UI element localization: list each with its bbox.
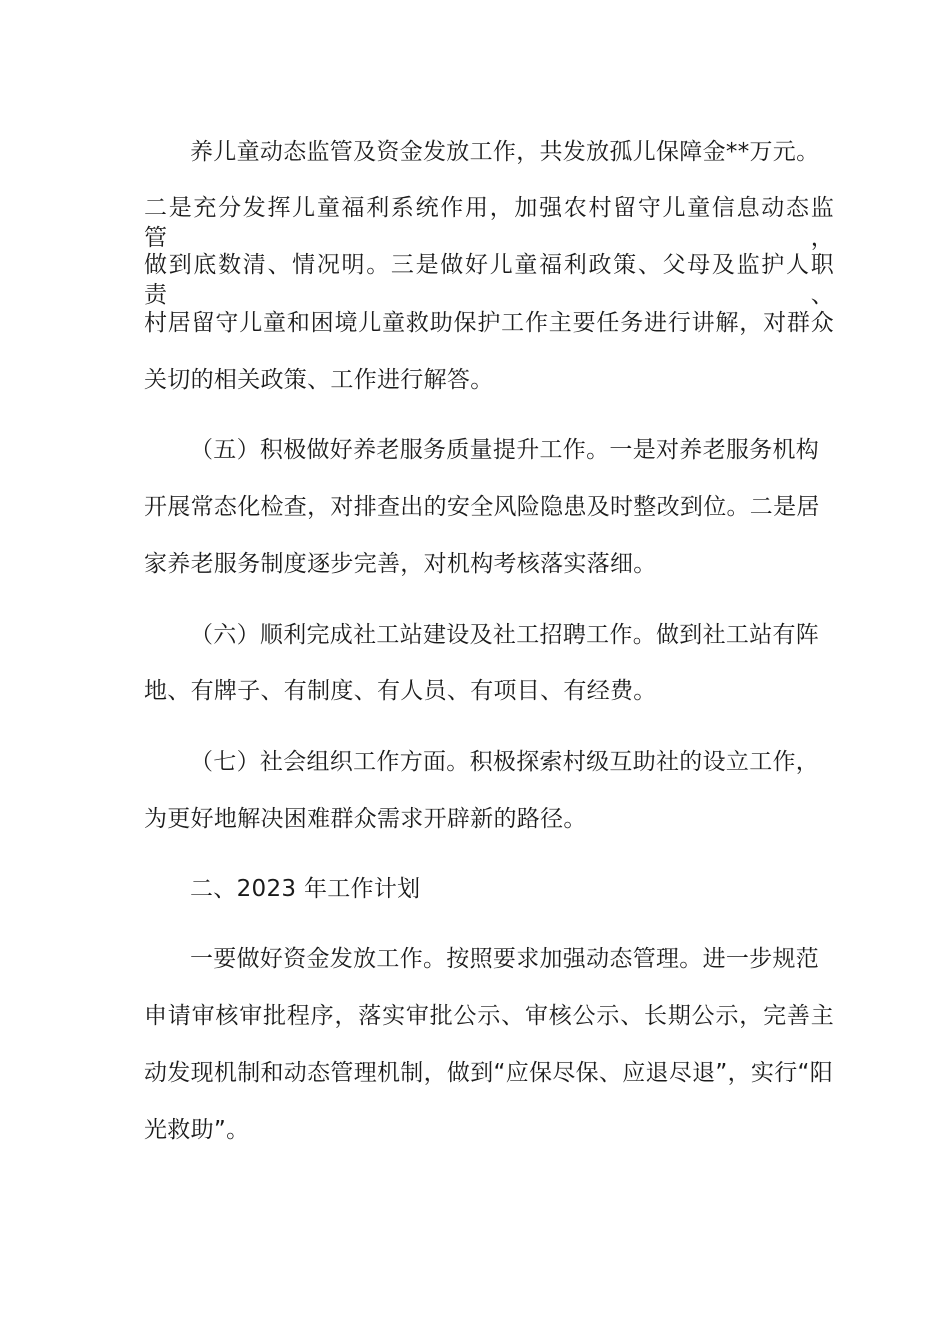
paragraph-line: 村居留守儿童和困境儿童救助保护工作主要任务进行讲解，对群众: [144, 310, 834, 336]
paragraph-line: 养儿童动态监管及资金发放工作，共发放孤儿保障金**万元。: [190, 139, 820, 165]
section-heading: 二、2023 年工作计划: [190, 876, 421, 902]
paragraph-line: 为更好地解决困难群众需求开辟新的路径。: [144, 806, 587, 832]
paragraph-line: 二是充分发挥儿童福利系统作用，加强农村留守儿童信息动态监管，: [144, 195, 834, 251]
paragraph-line: 一要做好资金发放工作。按照要求加强动态管理。进一步规范: [190, 946, 820, 972]
paragraph-line: （七）社会组织工作方面。积极探索村级互助社的设立工作，: [190, 749, 820, 775]
paragraph-line: 关切的相关政策、工作进行解答。: [144, 367, 494, 393]
paragraph-line: 申请审核审批程序，落实审批公示、审核公示、长期公示，完善主: [144, 1003, 834, 1029]
paragraph-line: （六）顺利完成社工站建设及社工招聘工作。做到社工站有阵: [190, 622, 820, 648]
paragraph-line: 地、有牌子、有制度、有人员、有项目、有经费。: [144, 678, 657, 704]
paragraph-line: 家养老服务制度逐步完善，对机构考核落实落细。: [144, 551, 657, 577]
paragraph-line: 动发现机制和动态管理机制，做到“应保尽保、应退尽退”，实行“阳: [144, 1060, 834, 1086]
paragraph-line: （五）积极做好养老服务质量提升工作。一是对养老服务机构: [190, 437, 820, 463]
paragraph-line: 做到底数清、情况明。三是做好儿童福利政策、父母及监护人职责、: [144, 252, 834, 308]
paragraph-line: 开展常态化检查，对排查出的安全风险隐患及时整改到位。二是居: [144, 494, 820, 520]
paragraph-line: 光救助”。: [144, 1117, 250, 1143]
